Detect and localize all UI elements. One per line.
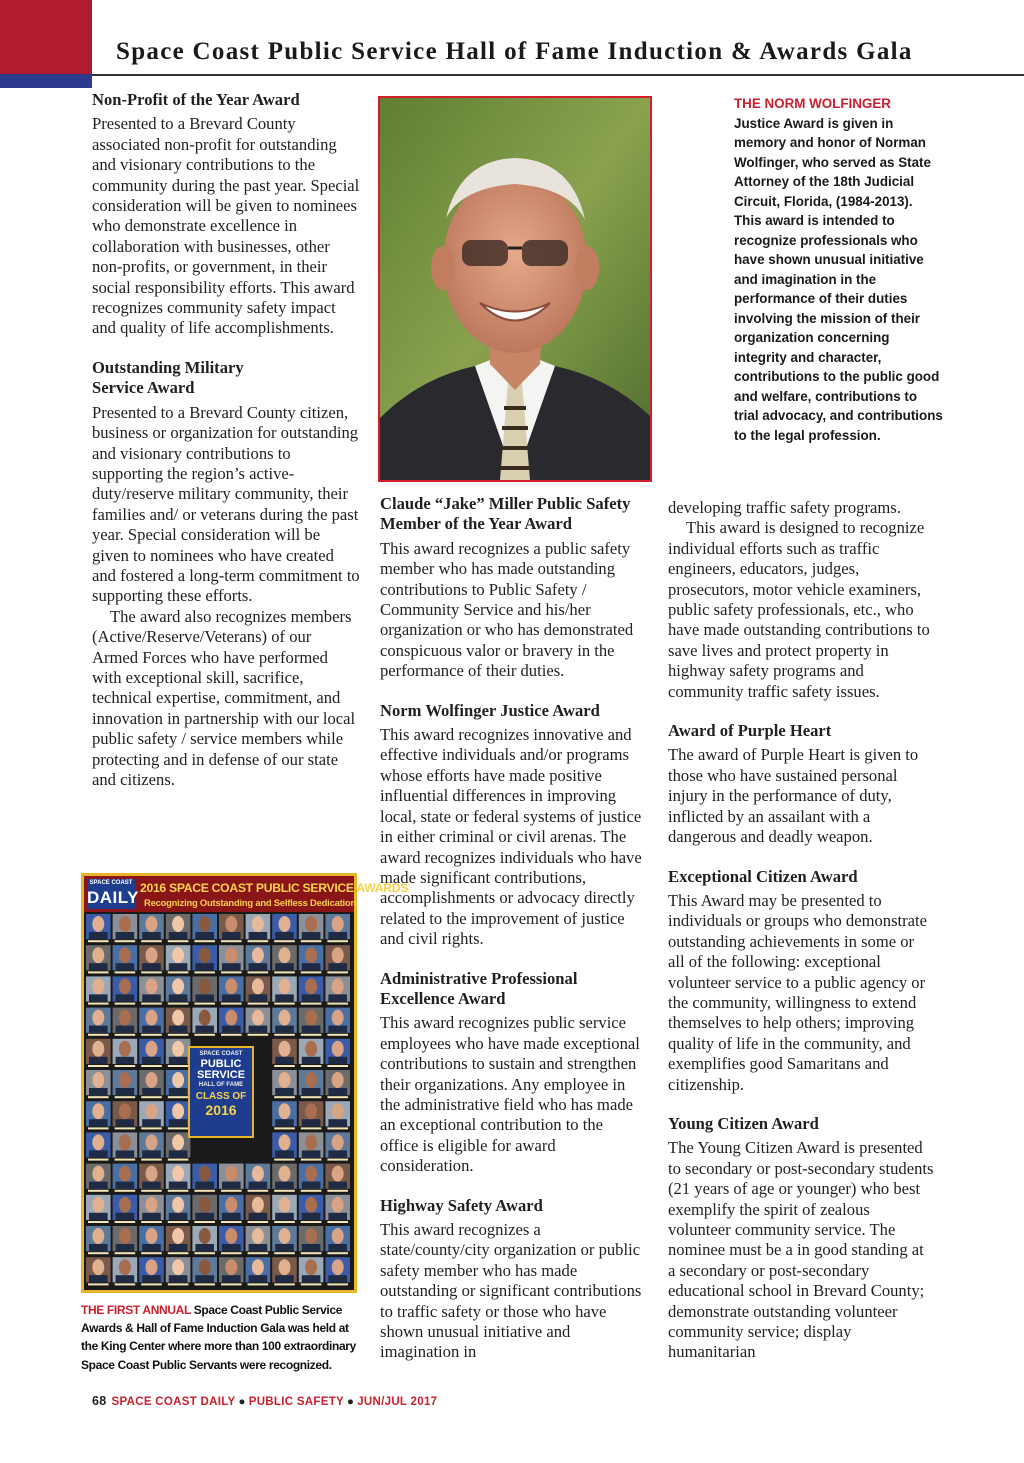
poster-thumbnail [246, 945, 271, 973]
poster-thumbnail [139, 1039, 164, 1067]
award-heading: Administrative Professional Excellence Award [380, 968, 578, 1008]
poster-class-badge [188, 1046, 254, 1138]
column-2 [380, 494, 642, 1382]
badge-hof: HALL OF FAME [198, 1082, 244, 1088]
portrait-photo [378, 96, 652, 482]
award-section-highway-safety [380, 1196, 642, 1363]
awards-poster-image [81, 873, 409, 1293]
poster-thumbnail [166, 1101, 191, 1129]
poster-thumbnail [325, 1101, 350, 1129]
award-description: Presented to a Brevard County citizen, business or organization for outstanding and visionary contributions to supporting the region’s active-duty/reserve military community, their families and/ or veterans during the past year. Special consideration will be given to nominees who have created and fostered a long-term commitment to supporting these efforts. [92, 402, 360, 606]
header-rule [92, 74, 1024, 76]
caption-text: Space Coast Public Service Awards & Hall of Fame Induction Gala was held at the King Center where more than 100 extraordinary Space Coast Public Servants were recognized. [81, 1303, 356, 1372]
poster-thumbnail [113, 914, 138, 942]
poster-thumbnail [219, 1226, 244, 1254]
award-heading: Outstanding Military Service Award [92, 357, 244, 398]
footer-issue: JUN/JUL 2017 [357, 1396, 438, 1408]
poster-thumbnail [246, 976, 271, 1004]
poster-thumbnail [325, 976, 350, 1004]
poster-logo [87, 879, 139, 909]
page-header-title: Space Coast Public Service Hall of Fame Induction & Awards Gala [116, 38, 913, 65]
poster-thumbnail [219, 914, 244, 942]
poster-thumbnail [272, 1039, 297, 1067]
poster-thumbnail [86, 914, 111, 942]
poster-thumbnail [113, 1164, 138, 1192]
award-section-exceptional-citizen [668, 867, 934, 1095]
column-3 [668, 498, 934, 1382]
award-section-admin-professional [380, 969, 642, 1177]
poster-thumbnail [299, 976, 324, 1004]
footer-section: PUBLIC SAFETY [248, 1396, 344, 1408]
poster-thumbnail [166, 1132, 191, 1160]
poster-thumbnail [299, 1226, 324, 1254]
poster-thumbnail [272, 1008, 297, 1036]
poster-thumbnail [139, 976, 164, 1004]
poster-thumbnail [139, 1195, 164, 1223]
poster-thumbnail [272, 1101, 297, 1129]
poster-thumbnail [166, 945, 191, 973]
award-description: Presented to a Brevard County associated non-profit for outstanding and visionary contributions to the community during the past year. Special consideration will be given to nominees who demonstrate excellence in collaboration with businesses, other non-profits, or government, in their social responsibility efforts. This award recognizes community safety impact and quality of life accomplishments. [92, 114, 360, 338]
poster-caption [81, 1301, 361, 1374]
poster-thumbnail [325, 914, 350, 942]
poster-thumbnail [166, 1195, 191, 1223]
poster-thumbnail [192, 1195, 217, 1223]
poster-thumbnail [325, 1070, 350, 1098]
poster-thumbnail [113, 976, 138, 1004]
poster-thumbnail [166, 1039, 191, 1067]
award-heading: Claude “Jake” Miller Public Safety Member of the Year Award [380, 494, 631, 534]
poster-thumbnail [246, 1195, 271, 1223]
poster-thumbnail [166, 1008, 191, 1036]
poster-thumbnail [272, 945, 297, 973]
poster-thumbnail [192, 1008, 217, 1036]
poster-thumbnail [139, 945, 164, 973]
poster-thumbnail [166, 914, 191, 942]
poster-thumbnail [113, 945, 138, 973]
poster-thumbnail [325, 1132, 350, 1160]
poster-thumbnail [113, 1039, 138, 1067]
portrait-illustration [380, 98, 650, 480]
sidebar-note [734, 94, 944, 445]
award-description: This award recognizes a state/county/city organization or public safety member who has made outstanding or significant contributions to traffic safety or those who have shown unusual initiative and imagination in [380, 1220, 642, 1362]
poster-thumbnail [219, 1008, 244, 1036]
poster-thumbnail [113, 1226, 138, 1254]
poster-thumbnail [325, 1195, 350, 1223]
poster-thumbnail [139, 914, 164, 942]
award-heading: Non-Profit of the Year Award [92, 90, 300, 109]
poster-header [84, 876, 409, 912]
poster-thumbnail [272, 1257, 297, 1285]
poster-thumbnail [192, 945, 217, 973]
award-section-purple-heart [668, 721, 934, 847]
badge-year: 2016 [205, 1102, 237, 1118]
award-heading: Award of Purple Heart [668, 721, 832, 741]
corner-accent-red [0, 0, 92, 74]
poster-thumbnail [113, 1070, 138, 1098]
poster-thumbnail [86, 1164, 111, 1192]
sidebar-kicker: THE NORM WOLFINGER [734, 96, 891, 111]
poster-thumbnail [86, 1257, 111, 1285]
poster-thumbnail [166, 1164, 191, 1192]
poster-logo-top: SPACE COAST [89, 880, 133, 886]
award-description: This Award may be presented to individuals or groups who demonstrate outstanding achievements in some or all of the following: exceptional volunteer service to a public agency or the community, willingness to extend themselves to help others; improving quality of life in the community, and exemplifies good Samaritans and citizenship. [668, 890, 928, 1094]
poster-thumbnail [113, 1195, 138, 1223]
award-description: This award is designed to recognize individual efforts such as traffic engineers, educators, judges, prosecutors, motor vehicle examiners, public safety professionals, etc., who have made outstanding contributions to save lives and protect property in highway safety programs and community traffic safety issues. [668, 518, 930, 701]
poster-thumbnail [166, 1070, 191, 1098]
poster-thumbnail [325, 1164, 350, 1192]
poster-thumbnail [192, 976, 217, 1004]
badge-class: CLASS OF [195, 1091, 247, 1102]
poster-thumbnail [113, 1257, 138, 1285]
column-1 [92, 90, 360, 809]
corner-accent-blue [0, 74, 92, 88]
poster-thumbnail [325, 945, 350, 973]
poster-thumbnail [272, 1195, 297, 1223]
poster-thumbnail [246, 1257, 271, 1285]
poster-subtitle: Recognizing Outstanding and Selfless Dedication [144, 897, 356, 908]
award-description: The award of Purple Heart is given to those who have sustained personal injury in the performance of duty, inflicted by an assailant with a dangerous and deadly weapon. [668, 745, 919, 847]
award-description: The Young Citizen Award is presented to secondary or post-secondary students (21 years of age or younger) who best exemplify the spirit of zealous volunteer community service. The nominee must be a in good standing at a secondary or post-secondary educational school in Brevard County; demonstrate outstanding volunteer community service; display humanitarian [668, 1138, 934, 1362]
poster-thumbnail [86, 1195, 111, 1223]
poster-thumbnail [86, 1039, 111, 1067]
poster-thumbnail [325, 1008, 350, 1036]
sidebar-text: Justice Award is given in memory and honor of Norman Wolfinger, who served as State Attorney of the 18th Judicial Circuit, Florida, (1984-2013). [734, 115, 931, 209]
poster-thumbnail [139, 1132, 164, 1160]
footer-publication: SPACE COAST DAILY [111, 1396, 236, 1408]
poster-thumbnail [325, 1226, 350, 1254]
award-heading: Highway Safety Award [380, 1195, 543, 1215]
award-description: This award recognizes public service employees who have made exceptional contributions to sustain and strengthen their organizations. Any employee in the administrative field who has made an exceptional contribution to the office is eligible for award consideration. [380, 1013, 640, 1176]
award-heading: Exceptional Citizen Award [668, 866, 858, 886]
poster-thumbnail [272, 914, 297, 942]
poster-thumbnail [272, 1226, 297, 1254]
poster-title: 2016 SPACE COAST PUBLIC SERVICE AWARDS [140, 881, 409, 895]
poster-logo-text: DAILY [87, 888, 139, 907]
award-section-nonprofit [92, 90, 360, 339]
award-description: This award recognizes a public safety member who has made outstanding contributions to Public Safety / Community Service and his/her organization or who has demonstrated conspicuous valor or bravery in the performance of their duties. [380, 538, 634, 681]
poster-thumbnail [86, 945, 111, 973]
poster-thumbnail [86, 1101, 111, 1129]
award-description: developing traffic safety programs. [668, 498, 901, 517]
poster-thumbnail [113, 1008, 138, 1036]
page-footer [92, 1394, 437, 1408]
award-description: The award also recognizes members (Active/Reserve/Veterans) of our Armed Forces who have performed with exceptional skill, sacrifice, technical expertise, commitment, and innovation in partnership with our local public safety / service members while protecting and in defense of our state and citizens. [92, 606, 356, 789]
poster-thumbnail [86, 1070, 111, 1098]
poster-thumbnail [299, 914, 324, 942]
poster-thumbnail [219, 1195, 244, 1223]
poster-thumbnail [219, 1257, 244, 1285]
poster-thumbnail [299, 1008, 324, 1036]
poster-thumbnail [299, 1132, 324, 1160]
poster-thumbnail [113, 1132, 138, 1160]
poster-thumbnail [219, 945, 244, 973]
badge-service: SERVICE [196, 1069, 246, 1081]
poster-thumbnail [299, 945, 324, 973]
poster-thumbnail [299, 1257, 324, 1285]
poster-thumbnail [219, 1164, 244, 1192]
poster-thumbnail [139, 1226, 164, 1254]
award-section-military [92, 358, 360, 791]
poster-thumbnail [325, 1039, 350, 1067]
poster-thumbnail [299, 1039, 324, 1067]
badge-public: PUBLIC [200, 1058, 242, 1070]
award-heading: Young Citizen Award [668, 1113, 819, 1133]
poster-thumbnail [139, 1008, 164, 1036]
poster-thumbnail [166, 976, 191, 1004]
poster-thumbnail [86, 976, 111, 1004]
poster-thumbnail [299, 1101, 324, 1129]
award-section-young-citizen [668, 1114, 934, 1363]
poster-thumbnail [246, 1164, 271, 1192]
poster-thumbnail [299, 1164, 324, 1192]
poster-thumbnail [299, 1195, 324, 1223]
poster-thumbnail [272, 976, 297, 1004]
poster-thumbnail [299, 1070, 324, 1098]
poster-thumbnail [325, 1257, 350, 1285]
award-section-public-safety-member [380, 494, 642, 682]
caption-kicker: THE FIRST ANNUAL [81, 1303, 191, 1317]
poster-thumbnail [192, 1164, 217, 1192]
badge-top: SPACE COAST [199, 1051, 243, 1057]
poster-thumbnail [139, 1257, 164, 1285]
poster-thumbnail [246, 914, 271, 942]
award-description: This award recognizes innovative and effective individuals and/or programs whose efforts have made positive influential differences in improving local, state or federal systems of justice in either criminal or civil arenas. The award recognizes individuals who have made significant contributions, accomplishments or advocacy directly related to the improvement of justice and civil rights. [380, 725, 642, 949]
poster-thumbnail [166, 1226, 191, 1254]
poster-thumbnail [86, 1008, 111, 1036]
poster-thumbnail [139, 1164, 164, 1192]
footer-bullet: ● [346, 1396, 355, 1408]
poster-thumbnail [86, 1132, 111, 1160]
footer-bullet: ● [238, 1396, 246, 1408]
poster-thumbnail [272, 1132, 297, 1160]
poster-thumbnail [272, 1070, 297, 1098]
sidebar-text: This award is intended to recognize professionals who have shown unusual initiative and imagination in the performance of their duties involving the mission of their organization concerning integrity and character, contributions to the public good and welfare, contributions to trial advocacy, and contributions to the legal profession. [734, 213, 943, 443]
poster-thumbnail [139, 1070, 164, 1098]
award-section-justice [380, 701, 642, 950]
poster-thumbnail [246, 1226, 271, 1254]
poster-thumbnail [192, 1226, 217, 1254]
poster-thumbnail [219, 976, 244, 1004]
poster-thumbnail [192, 1257, 217, 1285]
poster-thumbnail [272, 1164, 297, 1192]
poster-thumbnail [113, 1101, 138, 1129]
poster-thumbnail [166, 1257, 191, 1285]
highway-safety-continuation [668, 498, 934, 702]
page-number: 68 [92, 1394, 107, 1408]
poster-thumbnail [192, 914, 217, 942]
poster-thumbnail [246, 1008, 271, 1036]
poster-thumbnail [86, 1226, 111, 1254]
award-heading: Norm Wolfinger Justice Award [380, 700, 600, 720]
poster-thumbnail [139, 1101, 164, 1129]
